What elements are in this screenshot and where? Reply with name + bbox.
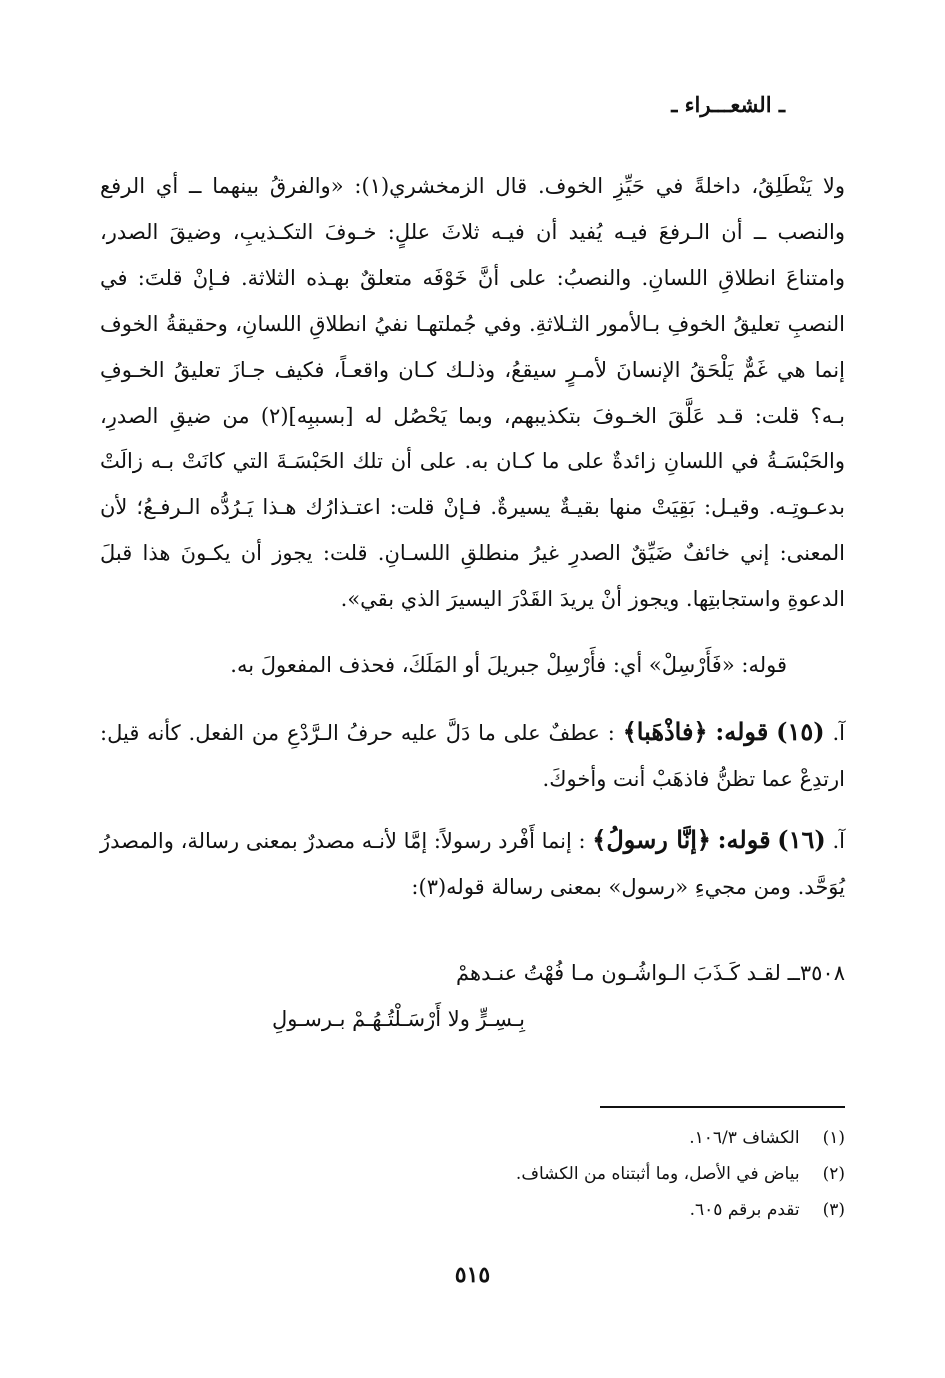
footnote-divider bbox=[600, 1106, 845, 1108]
footnote-text: بياض في الأصل، وما أثبتناه من الكشاف. bbox=[515, 1164, 800, 1184]
footnote-item bbox=[100, 1192, 845, 1228]
verse-commentary: : إنما أَفْرد رسولاً: إمَّا لأنـه مصدرٌ بمعنى رسالة، والمصدرُ يُوَحَّد. ومن مجيءِ «رسول» بمعنى رسالة قوله(٣): bbox=[100, 828, 845, 899]
verse-commentary: : عطفٌ على ما دَلَّ عليه حرفُ الـرَّدْعِ من الفعل. كأنه قيل: ارتدِعْ عما تظنُّ فاذهَبْ أنت وأخوكَ. bbox=[100, 720, 845, 791]
paragraph-commentary: ولا يَنْطَلِقُ، داخلةً في حَيِّزِ الخوف. قال الزمخشري(١): «والفرقُ بينهما ــ أي الرفع والنصب ــ أن الـرفعَ فيـه يُفيد أن فيـه ثلاثَ عللٍ: خـوفَ التكـذيبِ، وضيقَ الصدر، وامتناعَ انطلاقِ اللسانِ. والنصبُ: على أنَّ خَوْفَه متعلقٌ بهـذه الثلاثة. فـإنْ قلتَ: في النصبِ تعليقُ الخوفِ بـالأمور الثـلاثةِ. وفي جُملتهـا نفيُ انطلاقِ اللسانِ، وحقيقةُ الخوف إنما هي غَمٌّ يَلْحَقُ الإنسانَ لأمـرٍ سيقعُ، وذلـك كـان واقعـاً، فكيف جـازَ تعليقُ الخـوفِ بـه؟ قلت: قـد عَلَّقَ الخـوفَ بتكذيبهم، وبما يَحْصُل له [بسببِه](٢) من ضيقِ الصدرِ، والحَبْسَـةُ في اللسانِ زائدةٌ على ما كـان به. على أن تلك الحَبْسَـةَ التي كانَتْ بـه زالَتْ بدعـوتِـه. وقيـل: بَقِيَتْ منها بقيـةٌ يسيرةٌ. فـإنْ قلت: اعتـذارُك هـذا يَـرُدُّه الـرفـعُ؛ لأن المعنى: إني خائفٌ ضَيِّقٌ الصدرِ غيرُ منطلقِ اللسـانِ. قلت: يجوز أن يكـونَ هذا قبلَ الدعوةِ واستجابتِها. ويجوز أنْ يريدَ القَدْرَ اليسيرَ الذي بقي». bbox=[100, 174, 846, 612]
quran-quote: ﴿فاذْهَبا﴾ bbox=[622, 716, 708, 746]
verse-marker: آ. bbox=[832, 720, 845, 745]
poem-hemistich-2: بِـسِـرٍّ ولا أَرْسَـلْتُـهُـمْ بـرسـولِ bbox=[271, 1007, 525, 1031]
verse-number: (١٦) bbox=[777, 824, 826, 854]
footnotes bbox=[100, 1120, 845, 1228]
running-header: ـ الشعـــراء ـ bbox=[671, 92, 785, 117]
footnote-text: تقدم برقم ٦٠٥. bbox=[689, 1200, 800, 1220]
qawluhu-label: قوله: bbox=[717, 824, 771, 854]
qawluhu-label: قوله: bbox=[715, 716, 769, 746]
paragraph-verse-16 bbox=[100, 817, 845, 911]
footnote-item bbox=[100, 1156, 845, 1192]
footnote-number: (٢) bbox=[822, 1164, 845, 1184]
footnote-item bbox=[100, 1120, 845, 1156]
verse-number: (١٥) bbox=[776, 716, 825, 746]
main-text bbox=[100, 164, 845, 925]
poem-hemistich-1: لقـد كَـذَبَ الـواشُـون مـا فُهْتُ عنـدهمْ bbox=[456, 961, 781, 985]
poem-line-1 bbox=[100, 950, 845, 996]
footnote-number: (١) bbox=[822, 1128, 845, 1148]
verse-marker: آ. bbox=[832, 828, 845, 853]
poem-number: ٣٥٠٨ــ bbox=[787, 961, 845, 985]
page-number: ٥١٥ bbox=[454, 1262, 491, 1288]
footnote-text: الكشاف ١٠٦/٣. bbox=[689, 1128, 800, 1148]
footnote-number: (٣) bbox=[822, 1200, 845, 1220]
paragraph-fa-arsil: قوله: «فَأَرْسِلْ» أي: فأَرْسِلْ جبريلَ أو المَلَكَ، فحذف المفعولَ به. bbox=[230, 653, 787, 678]
paragraph-verse-15 bbox=[100, 709, 845, 803]
poem-citation bbox=[100, 950, 845, 1042]
quran-quote: ﴿إنَّا رسولُ﴾ bbox=[592, 824, 711, 854]
